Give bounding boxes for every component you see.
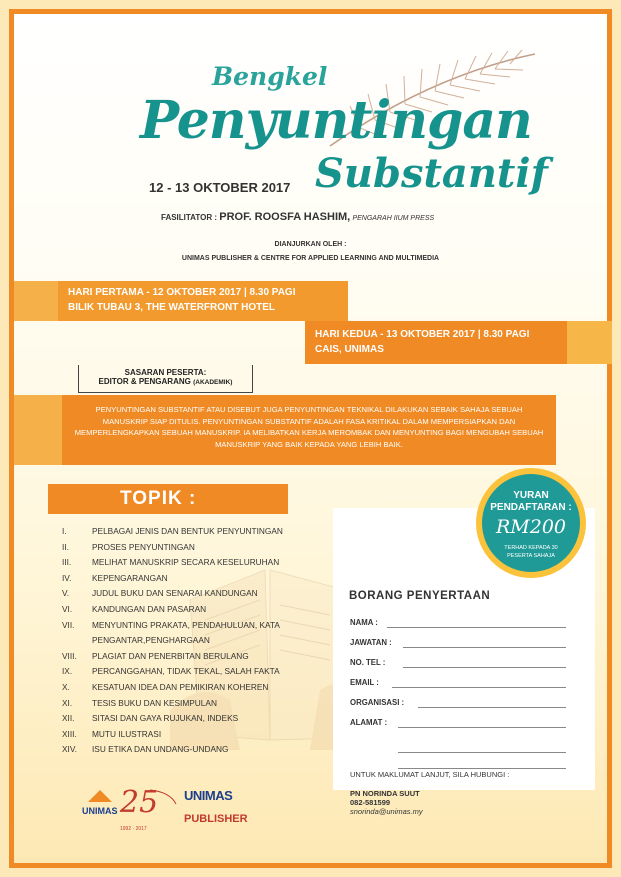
- form-field-input-line[interactable]: [387, 627, 566, 628]
- title-bengkel: Bengkel: [212, 62, 328, 91]
- topic-number: IV.: [62, 572, 72, 583]
- topic-text: KANDUNGAN DAN PASARAN: [92, 603, 207, 614]
- contact-name: PN NORINDA SUUT: [350, 789, 420, 798]
- topic-number: V.: [62, 588, 70, 599]
- address-extra-line[interactable]: [398, 768, 566, 769]
- fee-badge: [482, 474, 580, 572]
- fee-label-1: YURAN: [513, 490, 549, 501]
- topics-heading: TOPIK :: [48, 484, 288, 514]
- form-field-input-line[interactable]: [398, 727, 566, 728]
- topic-text: PENGANTAR,PENGHARGAAN: [92, 635, 210, 646]
- day1-bar: [58, 281, 348, 321]
- form-field-label: JAWATAN :: [350, 638, 392, 647]
- form-field-label: NAMA :: [350, 618, 378, 627]
- fee-amount: RM200: [495, 516, 567, 538]
- day2-venue: CAIS, UNIMAS: [315, 344, 384, 355]
- target-participants: [78, 365, 253, 393]
- unimas-25-logo: [80, 780, 180, 840]
- topic-text: PERCANGGAHAN, TIDAK TEKAL, SALAH FAKTA: [92, 666, 280, 677]
- topic-number: XII.: [62, 713, 75, 724]
- target-label: SASARAN PESERTA:: [124, 368, 207, 377]
- topic-number: I.: [62, 526, 67, 536]
- unimas-publisher-logo: [184, 788, 264, 838]
- topic-number: VII.: [62, 619, 75, 630]
- topic-number: XIV.: [62, 744, 77, 755]
- facilitator-label: FASILITATOR :: [161, 213, 217, 222]
- form-title: BORANG PENYERTAAN: [349, 590, 491, 602]
- address-extra-line[interactable]: [398, 752, 566, 753]
- topic-text: ISU ETIKA DAN UNDANG-UNDANG: [92, 744, 229, 755]
- facilitator: [161, 211, 434, 223]
- day2-bar: [305, 321, 567, 364]
- topic-text: SITASI DAN GAYA RUJUKAN, INDEKS: [92, 713, 239, 724]
- publisher-logo-bottom: PUBLISHER: [184, 813, 248, 825]
- topic-text: MENYUNTING PRAKATA, PENDAHULUAN, KATA: [92, 619, 280, 630]
- publisher-logo-top: UNIMAS: [184, 788, 233, 803]
- organizer-names: UNIMAS PUBLISHER & CENTRE FOR APPLIED LEARNING AND MULTIMEDIA: [181, 255, 440, 262]
- day2-date: HARI KEDUA - 13 OKTOBER 2017 | 8.30 PAGI: [315, 329, 530, 340]
- form-field-label: ORGANISASI :: [350, 698, 405, 707]
- topic-number: XI.: [62, 697, 73, 708]
- topic-text: PLAGIAT DAN PENERBITAN BERULANG: [92, 650, 249, 661]
- title-penyuntingan: Penyuntingan: [140, 90, 532, 151]
- form-field-input-line[interactable]: [418, 707, 566, 708]
- form-field-label: ALAMAT :: [350, 718, 388, 727]
- form-field-input-line[interactable]: [392, 687, 566, 688]
- description: PENYUNTINGAN SUBSTANTIF ATAU DISEBUT JUGA PENYUNTINGAN TEKNIKAL DILAKUKAN SEBAIK SAHAJA SEBUAH MANUSKRIP SIAP DITULIS. PENYUNTINGAN SUBSTANTIF ADALAH FASA KRITIKAL DALAM MEMPERSIAPKAN DAN MEMPERLENGKAPKAN SEBUAH MANUSKRIP. IA MELIBATKAN KERJA MEROMBAK DAN MENYUNTING BAGI MENGUBAH SEBUAH MANUSKRIP YANG BAIK KEPADA YANG LEBIH BAIK.: [62, 395, 556, 465]
- topic-number: VI.: [62, 603, 73, 614]
- target-value: EDITOR & PENGARANG: [98, 377, 191, 386]
- contact-phone: 082-581599: [350, 798, 391, 807]
- unimas-years: 1992 · 2017: [120, 826, 147, 832]
- unimas-text: UNIMAS: [82, 806, 118, 816]
- topic-number: X.: [62, 681, 70, 692]
- facilitator-name: PROF. ROOSFA HASHIM,: [219, 211, 351, 223]
- topic-number: II.: [62, 541, 69, 552]
- organizer-label: DIANJURKAN OLEH :: [274, 241, 347, 248]
- topic-number: III.: [62, 557, 72, 568]
- topic-text: TESIS BUKU DAN KESIMPULAN: [92, 697, 217, 708]
- topic-text: KESATUAN IDEA DAN PEMIKIRAN KOHEREN: [92, 681, 269, 692]
- fee-note-1: TERHAD KEPADA 30: [504, 545, 558, 551]
- topic-text: MELIHAT MANUSKRIP SECARA KESELURUHAN: [92, 557, 280, 568]
- topic-number: XIII.: [62, 728, 77, 739]
- contact-label: UNTUK MAKLUMAT LANJUT, SILA HUBUNGI :: [350, 770, 510, 779]
- fee-note-2: PESERTA SAHAJA: [507, 553, 555, 559]
- target-note: (AKADEMIK): [193, 379, 233, 386]
- day2-bar-accent: [567, 321, 612, 364]
- topic-text: PROSES PENYUNTINGAN: [92, 541, 195, 552]
- topic-text: MUTU ILUSTRASI: [92, 728, 162, 739]
- description-accent: [14, 395, 62, 465]
- topic-text: PELBAGAI JENIS DAN BENTUK PENYUNTINGAN: [92, 526, 283, 536]
- form-field-label: EMAIL :: [350, 678, 379, 687]
- contact-info: [350, 770, 509, 816]
- svg-text:25: 25: [120, 785, 159, 820]
- fee-label-2: PENDAFTARAN :: [490, 502, 572, 513]
- form-field-input-line[interactable]: [403, 667, 566, 668]
- form-field-input-line[interactable]: [403, 647, 566, 648]
- day1-bar-accent: [14, 281, 58, 321]
- title-substantif: Substantif: [315, 150, 548, 197]
- topic-number: IX.: [62, 666, 73, 677]
- topic-text: KEPENGARANGAN: [92, 572, 168, 583]
- event-date: 12 - 13 OKTOBER 2017: [149, 180, 291, 195]
- day1-date: HARI PERTAMA - 12 OKTOBER 2017 | 8.30 PAGI: [68, 287, 296, 298]
- topic-number: VIII.: [62, 650, 77, 661]
- day1-venue: BILIK TUBAU 3, THE WATERFRONT HOTEL: [68, 302, 276, 313]
- contact-email[interactable]: snorinda@unimas.my: [350, 807, 423, 816]
- facilitator-role: PENGARAH IIUM PRESS: [352, 215, 435, 222]
- topic-text: JUDUL BUKU DAN SENARAI KANDUNGAN: [92, 588, 258, 599]
- form-field-label: NO. TEL :: [350, 658, 386, 667]
